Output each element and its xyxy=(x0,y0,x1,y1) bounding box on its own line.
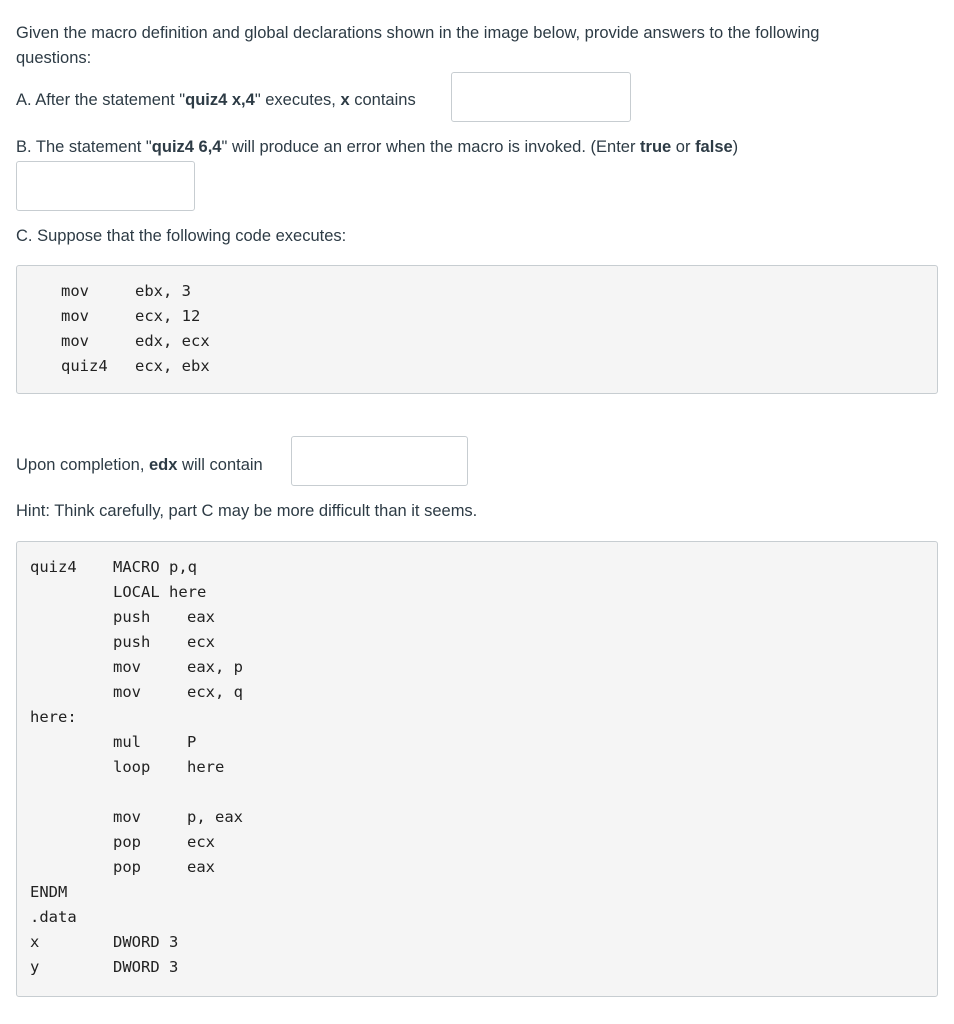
macro-args: P xyxy=(187,733,197,751)
answer-c-input[interactable] xyxy=(291,436,468,486)
code-line xyxy=(61,279,461,304)
macro-op: DWORD 3 xyxy=(113,958,179,976)
code-op: mov xyxy=(61,307,89,325)
code-op: mov xyxy=(61,282,89,300)
intro-line: Given the macro definition and global declarations shown in the image below, provide answers to the following xyxy=(16,24,820,42)
macro-line xyxy=(30,880,630,905)
macro-line xyxy=(30,780,630,805)
macro-op: MACRO p,q xyxy=(113,558,197,576)
macro-line xyxy=(30,680,630,705)
macro-args: eax xyxy=(187,608,215,626)
macro-label: ENDM xyxy=(30,883,68,901)
code-line xyxy=(61,304,461,329)
macro-line xyxy=(30,955,630,980)
macro-op: loop xyxy=(113,758,151,776)
question-c-edx: Upon completion, edx will contain xyxy=(16,456,263,474)
macro-line xyxy=(30,605,630,630)
macro-op: pop xyxy=(113,833,141,851)
macro-label: x xyxy=(30,933,40,951)
macro-label: quiz4 xyxy=(30,558,77,576)
code-args: ecx, ebx xyxy=(135,357,210,375)
macro-definition-block xyxy=(16,541,938,997)
macro-args: ecx xyxy=(187,633,215,651)
question-b: B. The statement "quiz4 6,4" will produce an error when the macro is invoked. (Enter true or false) xyxy=(16,138,739,156)
code-op: quiz4 xyxy=(61,357,108,375)
macro-line xyxy=(30,830,630,855)
macro-op: mul xyxy=(113,733,141,751)
macro-line xyxy=(30,755,630,780)
macro-label: .data xyxy=(30,908,77,926)
question-a: A. After the statement "quiz4 x,4" executes, x contains xyxy=(16,91,416,109)
answer-a-input[interactable] xyxy=(451,72,631,122)
macro-line xyxy=(30,580,630,605)
hint-text: Hint: Think carefully, part C may be more difficult than it seems. xyxy=(16,502,478,520)
macro-line xyxy=(30,655,630,680)
macro-op: pop xyxy=(113,858,141,876)
macro-line xyxy=(30,730,630,755)
macro-line xyxy=(30,630,630,655)
macro-args: p, eax xyxy=(187,808,243,826)
macro-op: DWORD 3 xyxy=(113,933,179,951)
macro-line xyxy=(30,705,630,730)
macro-op: mov xyxy=(113,683,141,701)
macro-line xyxy=(30,905,630,930)
code-args: ecx, 12 xyxy=(135,307,201,325)
macro-args: here xyxy=(187,758,225,776)
question-c: C. Suppose that the following code executes: xyxy=(16,227,347,245)
macro-args: eax xyxy=(187,858,215,876)
macro-op: push xyxy=(113,633,151,651)
intro-text xyxy=(16,24,819,43)
macro-label: y xyxy=(30,958,40,976)
macro-line xyxy=(30,805,630,830)
code-args: edx, ecx xyxy=(135,332,210,350)
intro-line: questions: xyxy=(16,49,92,67)
macro-args: ecx, q xyxy=(187,683,243,701)
code-line xyxy=(61,329,461,354)
macro-op: mov xyxy=(113,658,141,676)
code-args: ebx, 3 xyxy=(135,282,191,300)
code-op: mov xyxy=(61,332,89,350)
macro-line xyxy=(30,555,630,580)
macro-line xyxy=(30,930,630,955)
macro-label: here: xyxy=(30,708,77,726)
macro-args: eax, p xyxy=(187,658,243,676)
macro-op: mov xyxy=(113,808,141,826)
intro-text-2 xyxy=(16,49,91,68)
answer-b-input[interactable] xyxy=(16,161,195,211)
macro-op: LOCAL here xyxy=(113,583,207,601)
macro-line xyxy=(30,855,630,880)
code-line xyxy=(61,354,461,379)
macro-args: ecx xyxy=(187,833,215,851)
macro-op: push xyxy=(113,608,151,626)
code-block-c xyxy=(16,265,938,394)
